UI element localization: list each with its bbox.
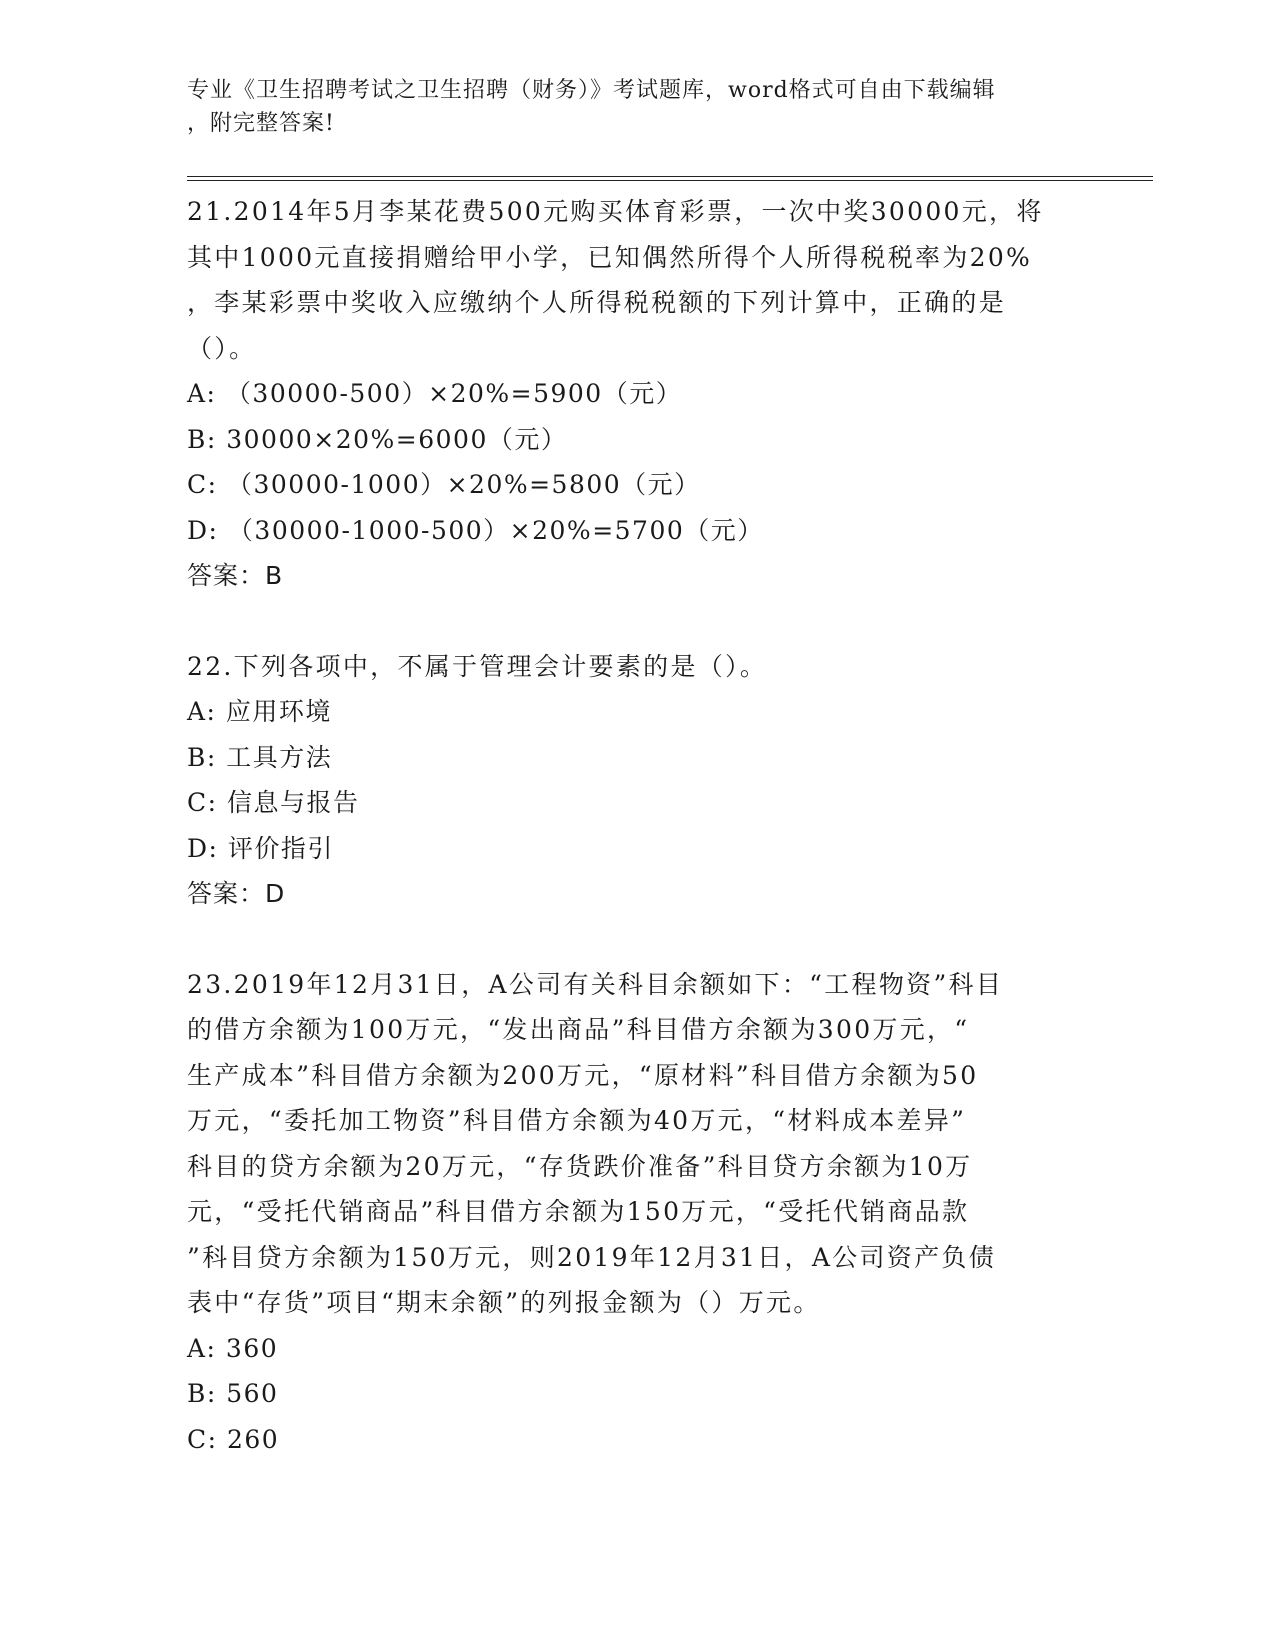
stem-line: ，李某彩票中奖收入应缴纳个人所得税税额的下列计算中，正确的是 <box>187 288 1007 317</box>
header-line-1: 专业《卫生招聘考试之卫生招聘（财务）》考试题库，word格式可自由下载编辑 <box>187 78 996 103</box>
stem-line: 元，“受托代销商品”科目借方余额为150万元，“受托代销商品款 <box>187 1197 970 1226</box>
stem-line: 的借方余额为100万元，“发出商品”科目借方余额为300万元，“ <box>187 1015 970 1044</box>
question-stem <box>187 189 1087 371</box>
question-stem <box>187 644 1087 690</box>
stem-line: 23.2019年12月31日，A公司有关科目余额如下：“工程物资”科目 <box>187 969 1004 999</box>
option-a: A: 应用环境 <box>187 697 332 726</box>
option-c: C: 信息与报告 <box>187 788 360 817</box>
option-c: C: 260 <box>187 1424 280 1454</box>
stem-line: ”科目贷方余额为150万元，则2019年12月31日，A公司资产负债 <box>187 1242 996 1272</box>
question-23 <box>187 962 1087 1463</box>
stem-line: （）。 <box>187 333 257 363</box>
question-stem <box>187 962 1087 1326</box>
option-d: D: 评价指引 <box>187 833 334 863</box>
header-divider <box>187 176 1153 181</box>
question-list <box>187 189 1087 1507</box>
question-21 <box>187 189 1087 599</box>
header-line-2: ，附完整答案! <box>187 111 335 136</box>
stem-line: 21.2014年5月李某花费500元购买体育彩票，一次中奖30000元，将 <box>187 197 1044 226</box>
document-header <box>187 74 1087 140</box>
option-b: B: 560 <box>187 1379 279 1408</box>
stem-line: 科目的贷方余额为20万元，“存货跌价准备”科目贷方余额为10万 <box>187 1151 973 1181</box>
question-22 <box>187 644 1087 917</box>
stem-line: 22.下列各项中，不属于管理会计要素的是（）。 <box>187 651 768 681</box>
answer-line: 答案：B <box>187 561 284 590</box>
stem-line: 其中1000元直接捐赠给甲小学，已知偶然所得个人所得税税率为20% <box>187 242 1033 272</box>
option-c: C: （30000-1000）×20%=5800（元） <box>187 470 701 499</box>
option-b: B: 30000×20%=6000（元） <box>187 424 568 454</box>
stem-line: 生产成本”科目借方余额为200万元，“原材料”科目借方余额为50 <box>187 1060 979 1090</box>
option-b: B: 工具方法 <box>187 742 333 772</box>
option-d: D: （30000-1000-500）×20%=5700（元） <box>187 515 764 545</box>
option-a: A: 360 <box>187 1333 279 1363</box>
answer-line: 答案：D <box>187 879 286 908</box>
option-a: A: （30000-500）×20%=5900（元） <box>187 379 683 408</box>
stem-line: 万元，“委托加工物资”科目借方余额为40万元，“材料成本差异” <box>187 1106 967 1135</box>
stem-line: 表中“存货”项目“期末余额”的列报金额为（）万元。 <box>187 1288 821 1317</box>
